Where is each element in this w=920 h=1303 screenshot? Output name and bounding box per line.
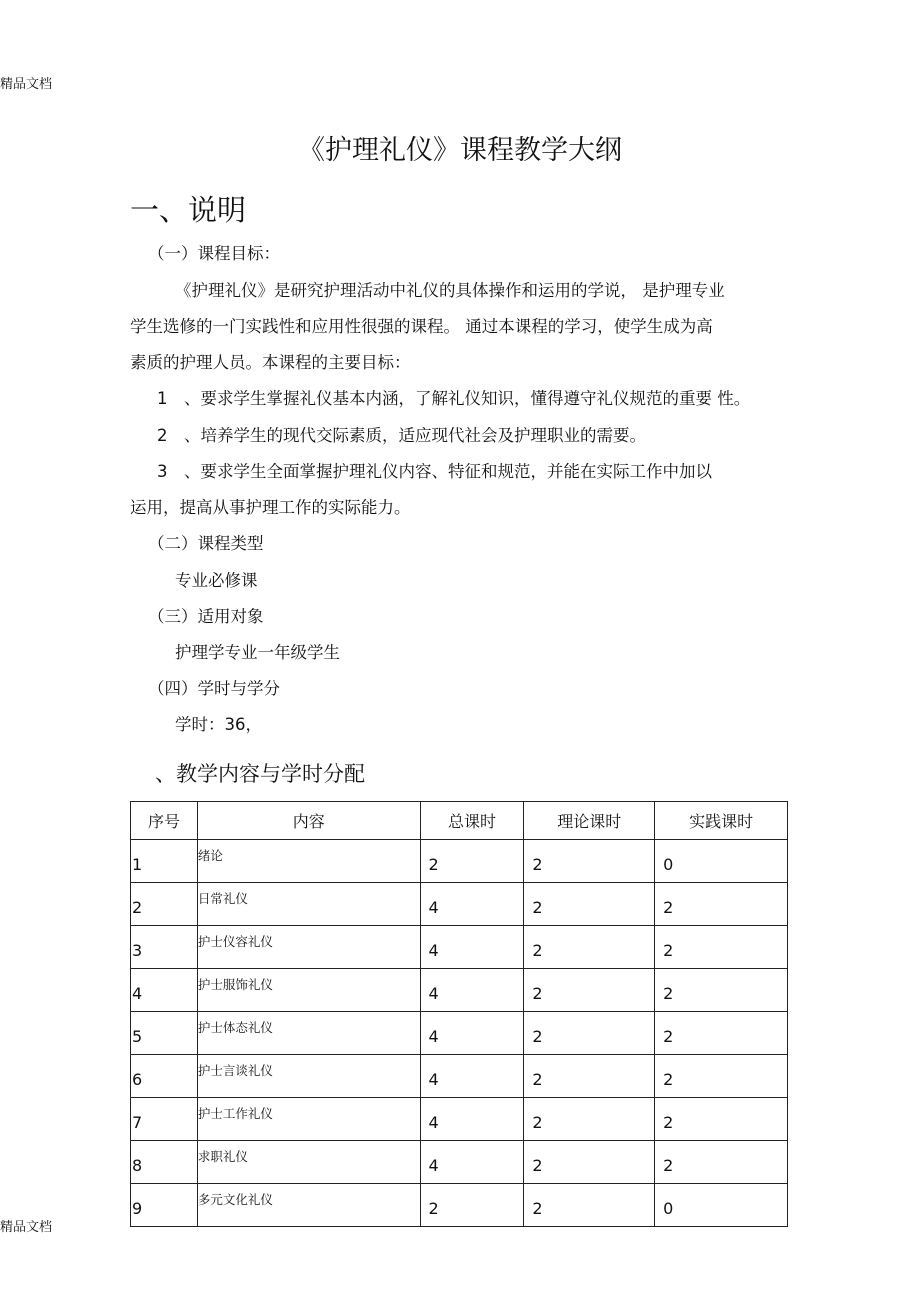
goal-item-1: 1 、要求学生掌握礼仪基本内涵，了解礼仪知识，懂得遵守礼仪规范的重要 性。 — [157, 389, 751, 408]
table-row — [131, 1141, 788, 1184]
table-row — [131, 969, 788, 1012]
cell-total-hours: 4 — [420, 1012, 524, 1055]
cell-content: 护士体态礼仪 — [197, 1012, 420, 1055]
cell-content: 护士工作礼仪 — [197, 1098, 420, 1141]
cell-practice-hours: 0 — [655, 1184, 788, 1227]
cell-total-hours: 4 — [420, 1141, 524, 1184]
goal-heading: （一）课程目标： — [148, 244, 280, 263]
cell-total-hours: 2 — [420, 1184, 524, 1227]
cell-total-hours: 4 — [420, 1098, 524, 1141]
cell-total-hours: 4 — [420, 1055, 524, 1098]
target-value: 护理学专业一年级学生 — [175, 643, 340, 662]
table-row — [131, 883, 788, 926]
column-header: 实践课时 — [655, 802, 788, 840]
cell-index: 2 — [131, 883, 198, 926]
cell-theory-hours: 2 — [524, 926, 655, 969]
goal-paragraph-line: 《护理礼仪》是研究护理活动中礼仪的具体操作和运用的学说， 是护理专业 — [175, 281, 725, 300]
footer-watermark: 精品文档 — [0, 1220, 53, 1235]
cell-content: 护士仪容礼仪 — [197, 926, 420, 969]
goal-item-3-cont: 运用，提高从事护理工作的实际能力。 — [130, 498, 411, 517]
cell-index: 1 — [131, 840, 198, 883]
cell-content: 护士服饰礼仪 — [197, 969, 420, 1012]
column-header: 理论课时 — [524, 802, 655, 840]
column-header: 总课时 — [420, 802, 524, 840]
table-row — [131, 1098, 788, 1141]
cell-total-hours: 4 — [420, 969, 524, 1012]
cell-index: 8 — [131, 1141, 198, 1184]
cell-practice-hours: 2 — [655, 1012, 788, 1055]
cell-total-hours: 4 — [420, 883, 524, 926]
target-heading: （三）适用对象 — [148, 607, 264, 626]
cell-total-hours: 4 — [420, 926, 524, 969]
cell-index: 9 — [131, 1184, 198, 1227]
cell-practice-hours: 2 — [655, 969, 788, 1012]
cell-practice-hours: 2 — [655, 926, 788, 969]
goal-paragraph-line: 素质的护理人员。本课程的主要目标： — [130, 353, 411, 372]
cell-theory-hours: 2 — [524, 1098, 655, 1141]
cell-index: 6 — [131, 1055, 198, 1098]
cell-content: 绪论 — [197, 840, 420, 883]
cell-practice-hours: 2 — [655, 1098, 788, 1141]
hours-heading: （四）学时与学分 — [148, 679, 280, 698]
cell-theory-hours: 2 — [524, 1141, 655, 1184]
cell-index: 5 — [131, 1012, 198, 1055]
column-header: 序号 — [131, 802, 198, 840]
cell-theory-hours: 2 — [524, 840, 655, 883]
cell-index: 4 — [131, 969, 198, 1012]
cell-theory-hours: 2 — [524, 1012, 655, 1055]
cell-content: 日常礼仪 — [197, 883, 420, 926]
header-watermark: 精品文档 — [0, 77, 53, 92]
goal-paragraph-line: 学生选修的一门实践性和应用性很强的课程。 通过本课程的学习，使学生成为高 — [130, 317, 713, 336]
cell-content: 多元文化礼仪 — [197, 1184, 420, 1227]
section-heading-explanation: 一、说明 — [130, 193, 247, 227]
cell-content: 护士言谈礼仪 — [197, 1055, 420, 1098]
cell-index: 3 — [131, 926, 198, 969]
table-header-row — [131, 802, 788, 840]
cell-theory-hours: 2 — [524, 969, 655, 1012]
section-heading-content: 、教学内容与学时分配 — [155, 762, 365, 786]
goal-item-3: 3 、要求学生全面掌握护理礼仪内容、特征和规范，并能在实际工作中加以 — [157, 462, 712, 481]
cell-content: 求职礼仪 — [197, 1141, 420, 1184]
column-header: 内容 — [197, 802, 420, 840]
table-row — [131, 1184, 788, 1227]
cell-theory-hours: 2 — [524, 1055, 655, 1098]
cell-index: 7 — [131, 1098, 198, 1141]
cell-theory-hours: 2 — [524, 1184, 655, 1227]
cell-practice-hours: 2 — [655, 1141, 788, 1184]
cell-total-hours: 2 — [420, 840, 524, 883]
course-type-value: 专业必修课 — [175, 571, 258, 590]
hours-value: 学时：36， — [175, 715, 262, 734]
page-title: 《护理礼仪》课程教学大纲 — [298, 135, 622, 166]
goal-item-2: 2 、培养学生的现代交际素质，适应现代社会及护理职业的需要。 — [157, 426, 646, 445]
table-row — [131, 926, 788, 969]
cell-practice-hours: 0 — [655, 840, 788, 883]
table-row — [131, 1012, 788, 1055]
table-row — [131, 840, 788, 883]
cell-theory-hours: 2 — [524, 883, 655, 926]
cell-practice-hours: 2 — [655, 883, 788, 926]
cell-practice-hours: 2 — [655, 1055, 788, 1098]
table-row — [131, 1055, 788, 1098]
hours-table — [130, 801, 788, 1227]
course-type-heading: （二）课程类型 — [148, 534, 264, 553]
